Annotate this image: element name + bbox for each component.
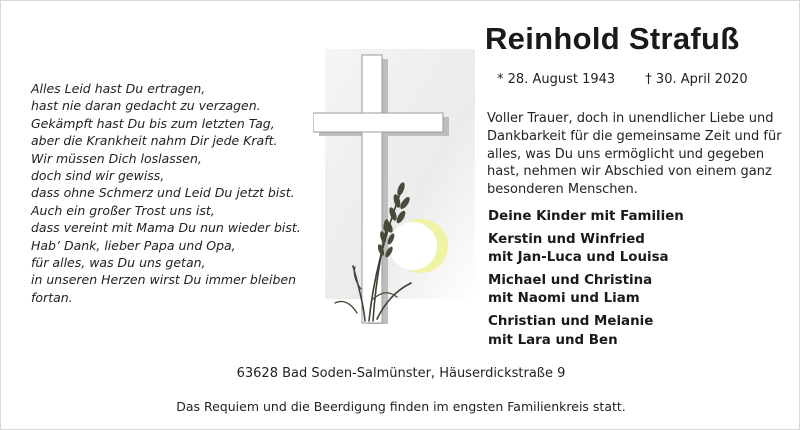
poem-line: dass vereint mit Mama Du nun wieder bist. [31, 220, 301, 236]
poem-line: Auch ein großer Trost uns ist, [31, 202, 215, 218]
message-line: Voller Trauer, doch in unendlicher Liebe und [487, 111, 774, 126]
poem-line: doch sind wir gewiss, [31, 168, 165, 184]
poem-line: für alles, was Du uns getan, [31, 255, 206, 271]
family-group [488, 272, 788, 309]
family-line: Deine Kinder mit Familien [488, 209, 684, 224]
family-line: Christian und Melanie [488, 313, 654, 329]
poem-line: Alles Leid hast Du ertragen, [31, 81, 206, 96]
death-date: † 30. April 2020 [645, 72, 748, 87]
family-line: mit Naomi und Liam [488, 291, 640, 307]
poem-line: in unseren Herzen wirst Du immer bleiben [31, 272, 297, 288]
birth-date: * 28. August 1943 [497, 72, 616, 87]
family-line: Michael und Christina [488, 272, 653, 288]
message-line: besonderen Menschen. [487, 182, 638, 198]
family-group [488, 231, 788, 268]
life-dates [497, 72, 748, 87]
poem-line: Gekämpft hast Du bis zum letzten Tag, [31, 115, 275, 131]
poem-line: hast nie daran gedacht zu verzagen. [31, 98, 261, 114]
poem-line: fortan. [31, 289, 73, 305]
message-line: Dankbarkeit für die gemeinsame Zeit und für [487, 128, 782, 144]
funeral-notice: Das Requiem und die Beerdigung finden im engsten Familienkreis statt. [176, 399, 626, 414]
deceased-name: Reinhold Strafuß [485, 21, 740, 56]
farewell-message [487, 110, 782, 199]
address: 63628 Bad Soden-Salmünster, Häuserdickstraße 9 [236, 366, 566, 381]
poem [31, 80, 331, 306]
poem-line: dass ohne Schmerz und Leid Du jetzt bist. [31, 185, 295, 201]
message-line: alles, was Du uns ermöglicht und gegeben [487, 146, 765, 162]
family-line: Kerstin und Winfried [488, 231, 645, 247]
cross-with-wheat-icon [313, 41, 483, 346]
family-group [488, 313, 788, 350]
family-group [488, 208, 788, 227]
message-line: hast, nehmen wir Abschied von einem ganz [487, 164, 772, 180]
family-line: mit Jan-Luca und Louisa [488, 250, 669, 266]
poem-line: Wir müssen Dich loslassen, [31, 150, 202, 166]
poem-line: Hab’ Dank, lieber Papa und Opa, [31, 237, 236, 253]
poem-line: aber die Krankheit nahm Dir jede Kraft. [31, 133, 278, 149]
family-list [488, 208, 788, 354]
family-line: mit Lara und Ben [488, 332, 618, 348]
